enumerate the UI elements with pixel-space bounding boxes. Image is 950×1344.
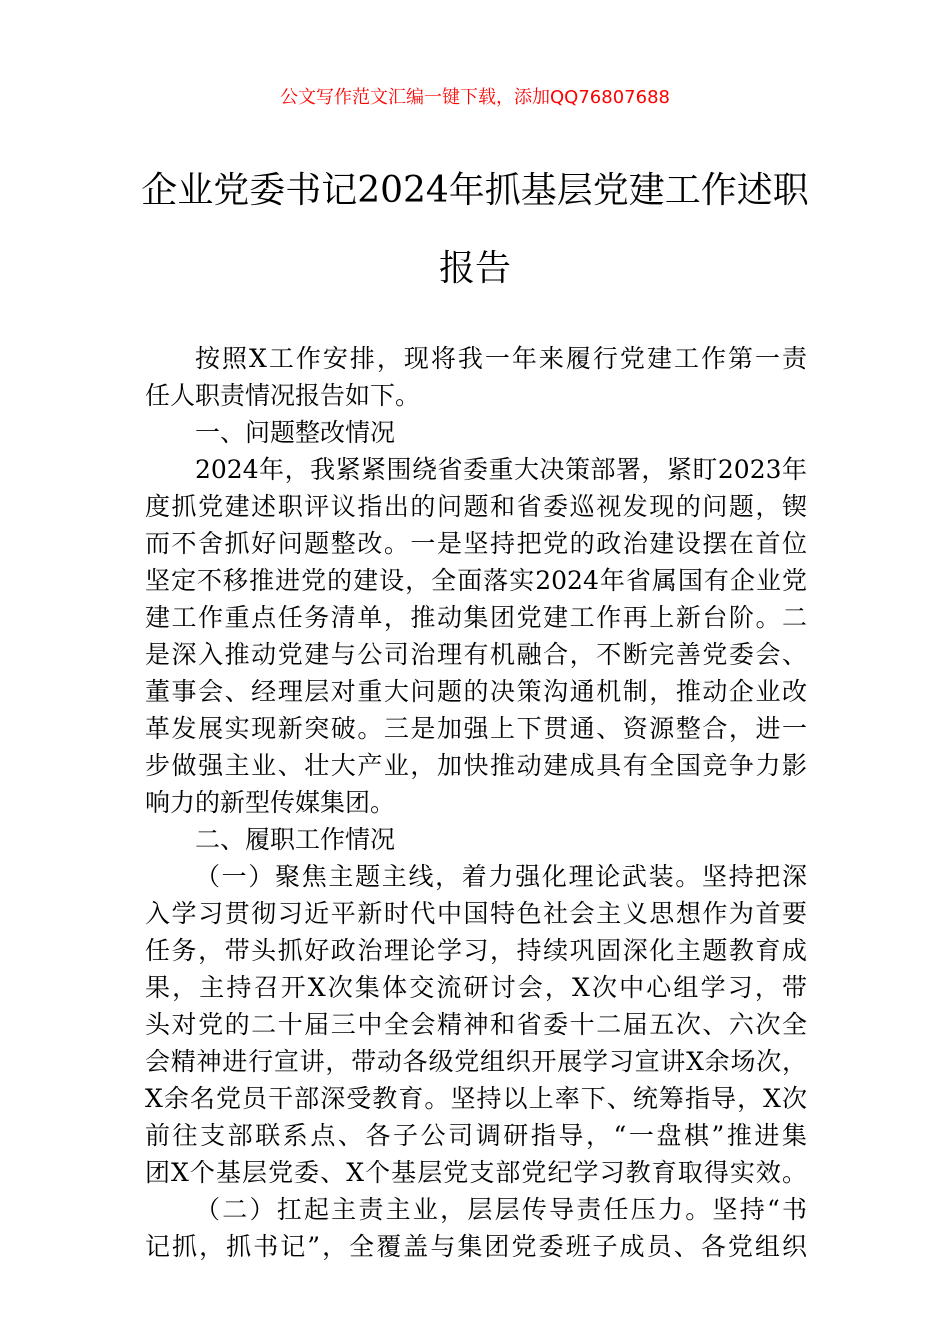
section-heading: 二、履职工作情况	[195, 825, 396, 854]
document-title-line: 报告	[438, 248, 511, 289]
text-line: 度抓党建述职评议指出的问题和省委巡视发现的问题，锲	[145, 492, 807, 521]
text-line: 任人职责情况报告如下。	[145, 381, 421, 410]
text-line: 任务，带头抓好政治理论学习，持续巩固深化主题教育成	[145, 936, 807, 965]
text-line: 记抓，抓书记”，全覆盖与集团党委班子成员、各党组织	[145, 1232, 807, 1261]
text-line: 前往支部联系点、各子公司调研指导，“一盘棋”推进集	[145, 1121, 807, 1150]
text-line: 是深入推动党建与公司治理有机融合，不断完善党委会、	[145, 640, 807, 669]
document-title	[125, 152, 825, 308]
text-line: 果，主持召开X次集体交流研讨会，X次中心组学习，带	[145, 973, 807, 1002]
text-line: 入学习贯彻习近平新时代中国特色社会主义思想作为首要	[145, 899, 807, 928]
text-line: 按照X工作安排，现将我一年来履行党建工作第一责	[195, 344, 807, 373]
section-heading: 一、问题整改情况	[195, 418, 396, 447]
text-line: 而不舍抓好问题整改。一是坚持把党的政治建设摆在首位	[145, 529, 807, 558]
text-line: 响力的新型传媒集团。	[145, 788, 396, 817]
text-line: 革发展实现新突破。三是加强上下贯通、资源整合，进一	[145, 714, 807, 743]
text-line: （一）聚焦主题主线，着力强化理论武装。坚持把深	[195, 862, 807, 891]
text-line: 坚定不移推进党的建设，全面落实2024年省属国有企业党	[145, 566, 807, 595]
text-line: 头对党的二十届三中全会精神和省委十二届五次、六次全	[145, 1010, 807, 1039]
text-line: 董事会、经理层对重大问题的决策沟通机制，推动企业改	[145, 677, 807, 706]
text-line: X余名党员干部深受教育。坚持以上率下、统筹指导，X次	[145, 1084, 807, 1113]
text-line: （二）扛起主责主业，层层传导责任压力。坚持“书	[195, 1195, 807, 1224]
document-title-line: 企业党委书记2024年抓基层党建工作述职	[141, 170, 809, 211]
document-body	[145, 340, 807, 1265]
text-line: 步做强主业、壮大产业，加快推动建成具有全国竞争力影	[145, 751, 807, 780]
text-line: 2024年，我紧紧围绕省委重大决策部署，紧盯2023年	[195, 455, 807, 484]
text-line: 建工作重点任务清单，推动集团党建工作再上新台阶。二	[145, 603, 807, 632]
text-line: 团X个基层党委、X个基层党支部党纪学习教育取得实效。	[145, 1158, 807, 1187]
text-line: 会精神进行宣讲，带动各级党组织开展学习宣讲X余场次，	[145, 1047, 807, 1076]
watermark-header: 公文写作范文汇编一键下载，添加QQ76807688	[280, 87, 670, 108]
